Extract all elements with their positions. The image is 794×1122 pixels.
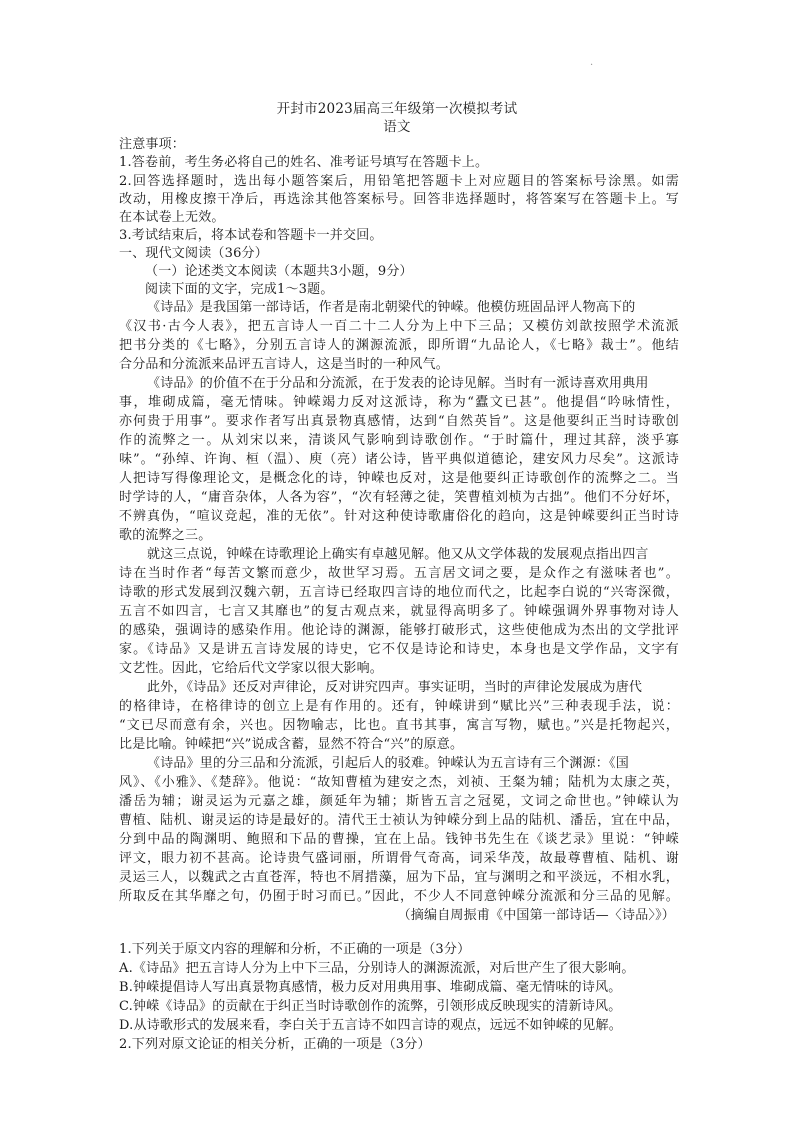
passage-line: 《诗品》是我国第一部诗话，作者是南北朝梁代的钟嵘。他模仿班固品评人物高下的: [147, 300, 636, 315]
reading-instruction: 阅读下面的文字，完成1～3题。: [145, 282, 334, 297]
passage-line: 亦何贵于用事”。要求作者写出真景物真感情，达到“自然英旨”。这是他要纠正当时诗歌创: [119, 414, 679, 429]
passage-line: 不辨真伪，“喧议竞起，准的无依”。针对这种使诗歌庸俗化的趋向，这是钟嵘要纠正当时诗: [119, 509, 679, 524]
passage-source: （摘编自周振甫《中国第一部诗话—〈诗品〉》）: [397, 908, 675, 923]
passage-line: 家。《诗品》又是讲五言诗发展的诗史，它不仅是诗论和诗史，本身也是文学作品，文字有: [119, 642, 679, 657]
notice-line: 3.考试结束后，将本试卷和答题卡一并交回。: [119, 228, 383, 243]
question-1-option-c: C.钟嵘《诗品》的贡献在于纠正当时诗歌创作的流弊，引领形成反映现实的清新诗风。: [119, 999, 622, 1014]
passage-line: 的感染，强调诗的感染作用。他论诗的渊源，能够打破形式，这些使他成为杰出的文学批评: [119, 623, 679, 638]
question-1-stem: 1.下列关于原文内容的理解和分析，不正确的一项是（3分）: [119, 942, 471, 957]
passage-line: 评文，眼力初不甚高。论诗贵气盛词丽，所谓骨气奇高，词采华茂，故最尊曹植、陆机、谢: [119, 851, 679, 866]
passage-line: 风》、《小雅》、《楚辞》。他说：“故知曹植为建安之杰，刘祯、王粲为辅；陆机为太康之英，: [119, 775, 679, 790]
passage-line: 五言不如四言，七言又其靡也”的复古观点来，就显得高明多了。钟嵘强调外界事物对诗人: [119, 604, 679, 619]
passage-line: 《汉书·古今人表》，把五言诗人一百二十二人分为上中下三品；又模仿刘歆按照学术流派: [119, 319, 679, 334]
passage-line: 把书分类的《七略》，分别五言诗人的渊源流派，即所谓“九品论人，《七略》裁士”。他结: [119, 338, 679, 353]
passage-line: 《诗品》里的分三品和分流派，引起后人的驳难。钟嵘认为五言诗有三个渊源：《国: [147, 756, 629, 771]
notice-line: 1.答卷前，考生务必将自己的姓名、准考证号填写在答题卡上。: [119, 155, 489, 170]
passage-line: 分到中品的陶渊明、鲍照和下品的曹操，宜在上品。钱钟书先生在《谈艺录》里说：“钟嵘: [119, 832, 679, 847]
passage-line: 作的流弊之一。从刘宋以来，清谈风气影响到诗歌创作。“于时篇什，理过其辞，淡乎寡: [119, 433, 679, 448]
question-2-stem: 2.下列对原文论证的相关分析，正确的一项是（3分）: [119, 1037, 431, 1052]
passage-line: 合分品和分流派来品评五言诗人，这是当时的一种风气。: [119, 357, 450, 372]
passage-line: 味”。“孙绰、许询、桓（温）、庾（亮）诸公诗，皆平典似道德论，建安风力尽矣”。这派诗: [119, 452, 679, 467]
passage-line: 事，堆砌成篇，毫无情味。钟嵘竭力反对这派诗，称为“蠹文已甚”。他提倡“吟咏情性，: [119, 395, 679, 410]
notice-line: 改动，用橡皮擦干净后，再选涂其他答案标号。回答非选择题时，将答案写在答题卡上。写: [119, 192, 679, 207]
passage-line: 人把诗写得像理论文，是概念化的诗，钟嵘也反对，这是他要纠正诗歌创作的流弊之二。当: [119, 471, 679, 486]
passage-line: 所取反在其华靡之句，仍囿于时习而已。”因此，不少人不同意钟嵘分流派和分三品的见解。: [119, 889, 679, 904]
passage-line: 就这三点说，钟嵘在诗歌理论上确实有卓越见解。他又从文学体裁的发展观点指出四言: [147, 547, 649, 562]
notice-heading: 注意事项：: [119, 137, 186, 152]
passage-line: 的格律诗，在格律诗的创立上是有作用的。还有，钟嵘讲到“赋比兴”三种表现手法，说：: [119, 699, 679, 714]
passage-line: 此外，《诗品》还反对声律论，反对讲究四声。事实证明，当时的声律论发展成为唐代: [147, 680, 643, 695]
passage-line: 《诗品》的价值不在于分品和分流派，在于发表的论诗见解。当时有一派诗喜欢用典用: [147, 376, 649, 391]
passage-line: 文艺性。因此，它给后代文学家以很大影响。: [119, 661, 384, 676]
exam-title: 开封市2023届高三年级第一次模拟考试: [276, 101, 518, 117]
notice-line: 2.回答选择题时，选出每小题答案后，用铅笔把答题卡上对应题目的答案标号涂黑。如需: [119, 174, 679, 189]
corner-mark: ·: [590, 60, 594, 71]
question-1-option-a: A.《诗品》把五言诗人分为上中下三品，分别诗人的渊源流派，对后世产生了很大影响。: [119, 961, 635, 976]
passage-line: 潘岳为辅；谢灵运为元嘉之雄，颜延年为辅；斯皆五言之冠冕，文词之命世也。”钟嵘认为: [119, 794, 679, 809]
question-1-option-d: D.从诗歌形式的发展来看，李白关于五言诗不如四言诗的观点，远远不如钟嵘的见解。: [119, 1018, 622, 1033]
section-heading: 一、现代文阅读（36分）: [119, 246, 268, 261]
passage-line: 诗在当时作者“每苦文繁而意少，故世罕习焉。五言居文词之要，是众作之有滋味者也”。: [119, 566, 679, 581]
question-1-option-b: B.钟嵘提倡诗人写出真景物真感情，极力反对用典用事、堆砌成篇、毫无情味的诗风。: [119, 980, 622, 995]
passage-line: 灵运三人，以魏武之古直苍浑，特也不屑措藻，屈为下品，宜与渊明之和平淡远，不相水乳，: [119, 870, 679, 885]
passage-line: 歌的流弊之三。: [119, 528, 212, 543]
passage-line: “文已尽而意有余，兴也。因物喻志，比也。直书其事，寓言写物，赋也。”兴是托物起兴，: [119, 718, 679, 733]
passage-line: 时学诗的人，“庸音杂体，人各为容”，“次有轻薄之徒，笑曹植刘桢为古拙”。他们不分好坏，: [119, 490, 679, 505]
subsection-heading: （一）论述类文本阅读（本题共3小题，9分）: [145, 264, 413, 279]
passage-line: 曹植、陆机、谢灵运的诗是最好的。清代王士祯认为钟嵘分到上品的陆机、潘岳，宜在中品，: [119, 813, 679, 828]
exam-subject: 语文: [383, 119, 411, 135]
passage-line: 诗歌的形式发展到汉魏六朝，五言诗已经取四言诗的地位而代之，比起李白说的“兴寄深微，: [119, 585, 679, 600]
notice-line: 在本试卷上无效。: [119, 210, 225, 225]
passage-line: 比是比喻。钟嵘把“兴”说成含蓄，显然不符合“兴”的原意。: [119, 737, 464, 752]
